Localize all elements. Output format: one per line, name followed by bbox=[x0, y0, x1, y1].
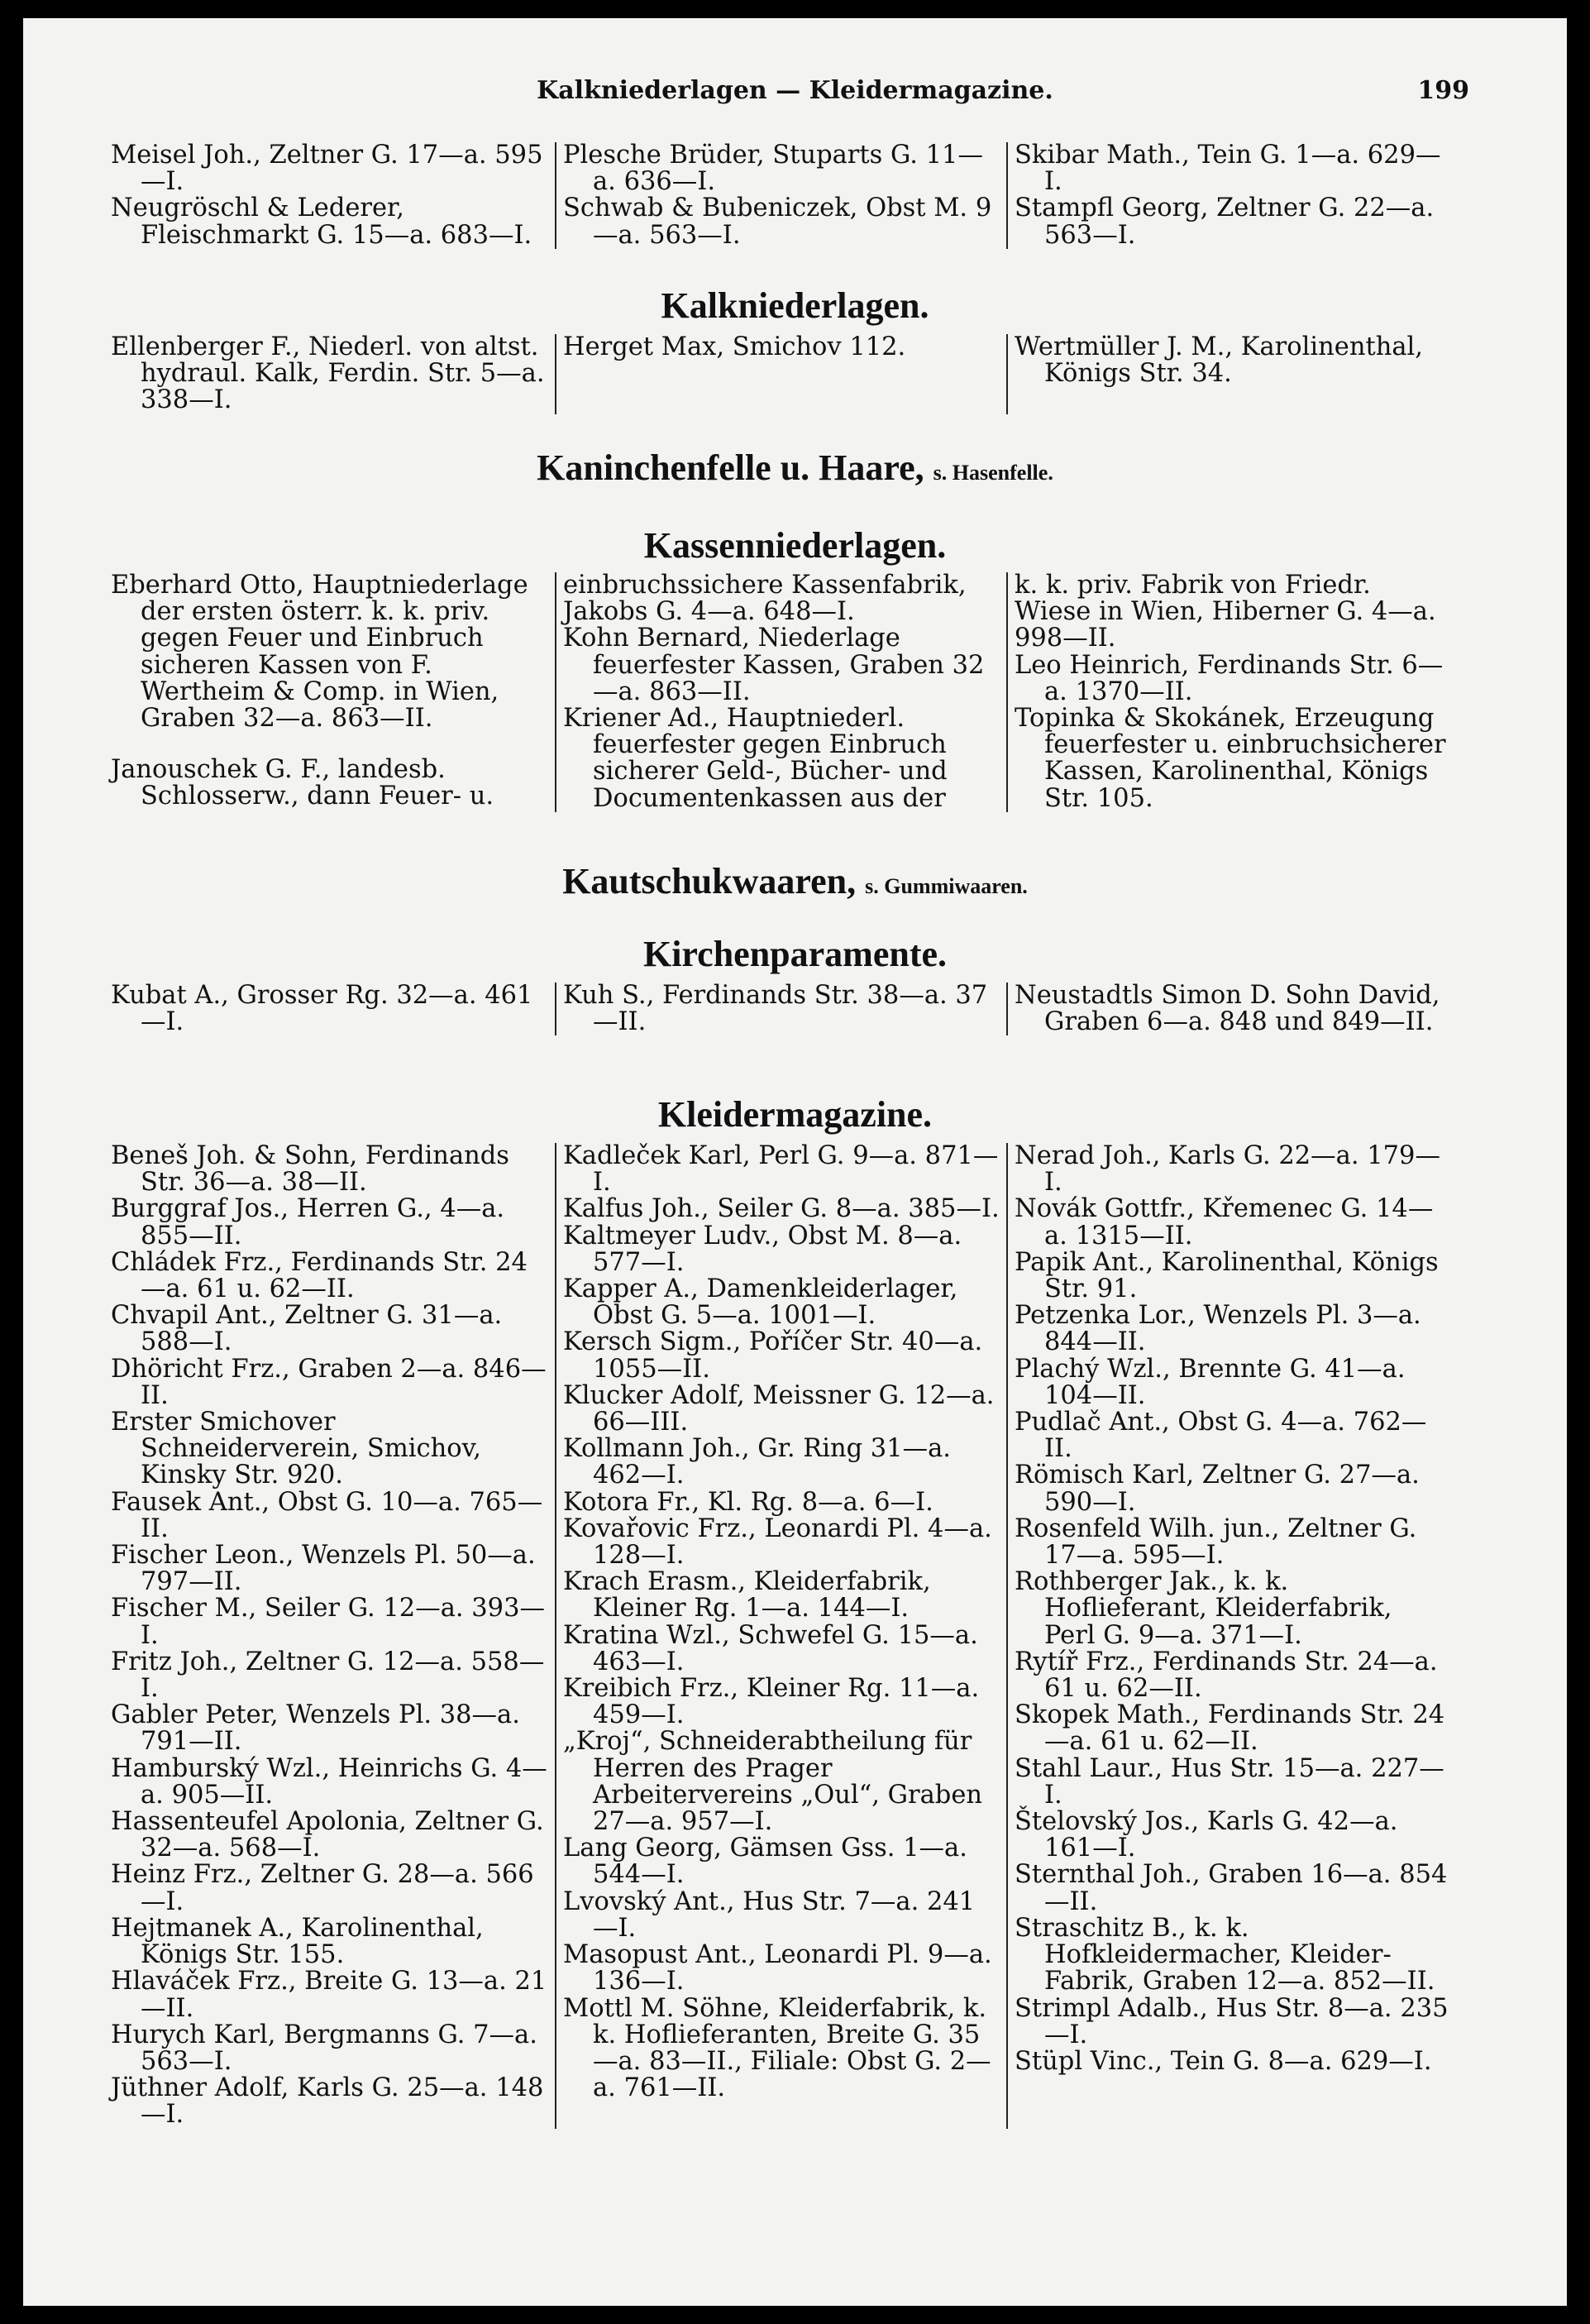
list-item: Eberhard Otto, Hauptniederlage der ersten österr. k. k. priv. gegen Feuer und Einbruch sicheren Kassen von F. Wertheim & Comp. in Wien, Graben 32—a. 863—II. bbox=[111, 571, 528, 734]
list-item: Stahl Laur., Hus Str. 15—a. 227—I. bbox=[1015, 1753, 1444, 1810]
list-item: Štelovský Jos., Karls G. 42—a. 161—I. bbox=[1015, 1807, 1398, 1863]
list-item: Kreibich Frz., Kleiner Rg. 11—a. 459—I. bbox=[563, 1674, 980, 1730]
column-1 bbox=[104, 572, 555, 812]
list-item: Plesche Brüder, Stuparts G. 11—a. 636—I. bbox=[563, 141, 983, 197]
column-3 bbox=[1006, 572, 1457, 812]
section-heading-kaninchenfelle: Kaninchenfelle u. Haare, s. Hasenfelle. bbox=[537, 447, 1053, 488]
list-item: Strimpl Adalb., Hus Str. 8—a. 235—I. bbox=[1015, 1993, 1449, 2049]
list-item: Hamburský Wzl., Heinrichs G. 4—a. 905—II. bbox=[111, 1753, 547, 1810]
list-item: Chládek Frz., Ferdinands Str. 24—a. 61 u. 62—II. bbox=[111, 1247, 528, 1304]
section-heading-kleidermagazine: Kleidermagazine. bbox=[657, 1094, 933, 1135]
list-item: Dhöricht Frz., Graben 2—a. 846—II. bbox=[111, 1354, 547, 1410]
section-kirchenparamente bbox=[104, 983, 1457, 1035]
list-item: Janouschek G. F., landesb. Schlosserw., dann Feuer- u. bbox=[111, 755, 494, 811]
list-item: Stampfl Georg, Zeltner G. 22—a. 563—I. bbox=[1015, 194, 1435, 250]
list-item: Plachý Wzl., Brennte G. 41—a. 104—II. bbox=[1015, 1354, 1406, 1410]
list-item: Hassenteufel Apolonia, Zeltner G. 32—a. 568—I. bbox=[111, 1807, 544, 1863]
cross-reference: s. Hasenfelle. bbox=[933, 461, 1053, 485]
directory-page bbox=[23, 18, 1567, 2306]
section-kalkniederlagen bbox=[104, 334, 1457, 414]
list-item: Topinka & Skokánek, Erzeugung feuerfester u. einbruchsicherer Kassen, Karolinenthal, Königs Str. 105. bbox=[1015, 704, 1446, 813]
running-header bbox=[23, 76, 1567, 106]
list-item: Krach Erasm., Kleiderfabrik, Kleiner Rg. 1—a. 144—I. bbox=[563, 1567, 931, 1623]
list-item: Neugröschl & Lederer, Fleischmarkt G. 15—a. 683—I. bbox=[111, 194, 532, 250]
list-item: Pudlač Ant., Obst G. 4—a. 762—II. bbox=[1015, 1408, 1427, 1464]
column-3 bbox=[1006, 142, 1457, 249]
list-item: Herget Max, Smichov 112. bbox=[563, 332, 906, 361]
list-item: Rothberger Jak., k. k. Hoflieferant, Kleiderfabrik, Perl G. 9—a. 371—I. bbox=[1015, 1567, 1392, 1650]
list-item: Kotora Fr., Kl. Rg. 8—a. 6—I. bbox=[563, 1487, 933, 1517]
list-item: Chvapil Ant., Zeltner G. 31—a. 588—I. bbox=[111, 1301, 503, 1357]
list-item: Kriener Ad., Hauptniederl. feuerfester gegen Einbruch sicherer Geld-, Bücher- und Documentenkassen aus der bbox=[563, 704, 948, 813]
list-item: Novák Gottfr., Křemenec G. 14—a. 1315—II. bbox=[1015, 1194, 1434, 1250]
list-item: Mottl M. Söhne, Kleiderfabrik, k. k. Hoflieferanten, Breite G. 35—a. 83—II., Filiale: Obst G. 2—a. 761—II. bbox=[563, 1993, 991, 2103]
list-item: Kollmann Joh., Gr. Ring 31—a. 462—I. bbox=[563, 1434, 951, 1490]
list-item: Stüpl Vinc., Tein G. 8—a. 629—I. bbox=[1015, 2046, 1432, 2076]
list-item: Kratina Wzl., Schwefel G. 15—a. 463—I. bbox=[563, 1620, 978, 1676]
section-heading-kautschukwaaren: Kautschukwaaren, s. Gummiwaaren. bbox=[562, 861, 1028, 901]
list-item: „Kroj“, Schneiderabtheilung für Herren des Prager Arbeitervereins „Oul“, Graben 27—a. 957—I. bbox=[563, 1727, 983, 1837]
list-item: Kuh S., Ferdinands Str. 38—a. 37—II. bbox=[563, 981, 988, 1037]
list-item: Ellenberger F., Niederl. von altst. hydraul. Kalk, Ferdin. Str. 5—a. 338—I. bbox=[111, 332, 545, 415]
list-item: Beneš Joh. & Sohn, Ferdinands Str. 36—a. 38—II. bbox=[111, 1141, 509, 1198]
column-3 bbox=[1006, 983, 1457, 1035]
section-kassenniederlagen bbox=[104, 572, 1457, 812]
list-item: Masopust Ant., Leonardi Pl. 9—a. 136—I. bbox=[563, 1940, 992, 1996]
column-1 bbox=[104, 983, 555, 1035]
list-item: Jüthner Adolf, Karls G. 25—a. 148—I. bbox=[111, 2073, 544, 2130]
list-item: Nerad Joh., Karls G. 22—a. 179—I. bbox=[1015, 1141, 1440, 1198]
list-item: Kaltmeyer Ludv., Obst M. 8—a. 577—I. bbox=[563, 1221, 962, 1277]
list-item: Hurych Karl, Bergmanns G. 7—a. 563—I. bbox=[111, 2020, 537, 2076]
column-1 bbox=[104, 1143, 555, 2129]
list-item: Skopek Math., Ferdinands Str. 24—a. 61 u. 62—II. bbox=[1015, 1700, 1445, 1757]
page-number: 199 bbox=[1417, 76, 1469, 105]
list-item: Erster Smichover Schneiderverein, Smichov, Kinsky Str. 920. bbox=[111, 1408, 481, 1490]
list-item: Leo Heinrich, Ferdinands Str. 6—a. 1370—II. bbox=[1015, 650, 1444, 706]
list-item: Burggraf Jos., Herren G., 4—a. 855—II. bbox=[111, 1194, 505, 1250]
list-item: Wertmüller J. M., Karolinenthal, Königs Str. 34. bbox=[1015, 332, 1424, 389]
column-2 bbox=[555, 1143, 1006, 2129]
column-2 bbox=[555, 983, 1006, 1035]
column-2 bbox=[555, 334, 1006, 414]
list-item: Kovařovic Frz., Leonardi Pl. 4—a. 128—I. bbox=[563, 1513, 992, 1571]
list-item: Kadleček Karl, Perl G. 9—a. 871—I. bbox=[563, 1141, 999, 1198]
column-3 bbox=[1006, 1143, 1457, 2129]
list-item: Straschitz B., k. k. Hofkleidermacher, Kleider-Fabrik, Graben 12—a. 852—II. bbox=[1015, 1913, 1435, 1996]
list-item: Rosenfeld Wilh. jun., Zeltner G. 17—a. 595—I. bbox=[1015, 1513, 1417, 1571]
list-item: Kapper A., Damenkleiderlager, Obst G. 5—a. 1001—I. bbox=[563, 1274, 958, 1331]
running-title: Kalkniederlagen — Kleidermagazine. bbox=[537, 76, 1053, 105]
list-item: Römisch Karl, Zeltner G. 27—a. 590—I. bbox=[1015, 1461, 1420, 1517]
list-item: Fritz Joh., Zeltner G. 12—a. 558—I. bbox=[111, 1647, 545, 1704]
column-1 bbox=[104, 142, 555, 249]
list-item: Fischer M., Seiler G. 12—a. 393—I. bbox=[111, 1594, 545, 1650]
list-item: Fausek Ant., Obst G. 10—a. 765—II. bbox=[111, 1487, 543, 1543]
section-kleidermagazine bbox=[104, 1143, 1457, 2129]
column-3 bbox=[1006, 334, 1457, 414]
list-item: Hejtmanek A., Karolinenthal, Königs Str. 155. bbox=[111, 1913, 484, 1970]
list-item: k. k. priv. Fabrik von Friedr. Wiese in Wien, Hiberner G. 4—a. 998—II. bbox=[1015, 571, 1436, 653]
section-heading-kalkniederlagen: Kalkniederlagen. bbox=[661, 285, 929, 326]
list-item: Fischer Leon., Wenzels Pl. 50—a. 797—II. bbox=[111, 1541, 536, 1597]
section-heading-kassenniederlagen: Kassenniederlagen. bbox=[643, 525, 947, 566]
list-item: Lvovský Ant., Hus Str. 7—a. 241—I. bbox=[563, 1886, 976, 1943]
column-2 bbox=[555, 142, 1006, 249]
list-item: Skibar Math., Tein G. 1—a. 629—I. bbox=[1015, 141, 1441, 197]
list-item: Papik Ant., Karolinenthal, Königs Str. 91. bbox=[1015, 1247, 1439, 1304]
continued-entries bbox=[104, 142, 1457, 249]
list-item: Klucker Adolf, Meissner G. 12—a. 66—III. bbox=[563, 1380, 995, 1437]
list-item: Meisel Joh., Zeltner G. 17—a. 595—I. bbox=[111, 141, 543, 197]
list-item: einbruchssichere Kassenfabrik, Jakobs G. 4—a. 648—I. bbox=[563, 571, 967, 627]
column-1 bbox=[104, 334, 555, 414]
list-item: Petzenka Lor., Wenzels Pl. 3—a. 844—II. bbox=[1015, 1301, 1421, 1357]
list-item: Kubat A., Grosser Rg. 32—a. 461—I. bbox=[111, 981, 533, 1037]
section-heading-kirchenparamente: Kirchenparamente. bbox=[642, 934, 948, 974]
cross-reference: s. Gummiwaaren. bbox=[865, 874, 1028, 898]
list-item: Sternthal Joh., Graben 16—a. 854—II. bbox=[1015, 1860, 1448, 1916]
list-item: Lang Georg, Gämsen Gss. 1—a. 544—I. bbox=[563, 1834, 967, 1890]
list-item: Kalfus Joh., Seiler G. 8—a. 385—I. bbox=[563, 1194, 1000, 1224]
list-item: Gabler Peter, Wenzels Pl. 38—a. 791—II. bbox=[111, 1700, 520, 1757]
list-item: Kohn Bernard, Niederlage feuerfester Kassen, Graben 32—a. 863—II. bbox=[563, 624, 985, 706]
list-item: Schwab & Bubeniczek, Obst M. 9—a. 563—I. bbox=[563, 194, 992, 250]
column-2 bbox=[555, 572, 1006, 812]
list-item: Neustadtls Simon D. Sohn David, Graben 6—a. 848 und 849—II. bbox=[1015, 981, 1440, 1037]
list-item: Hlaváček Frz., Breite G. 13—a. 21—II. bbox=[111, 1967, 547, 2023]
list-item: Rytíř Frz., Ferdinands Str. 24—a. 61 u. 62—II. bbox=[1015, 1647, 1438, 1704]
list-item: Kersch Sigm., Poříčer Str. 40—a. 1055—II. bbox=[563, 1327, 983, 1384]
list-item: Heinz Frz., Zeltner G. 28—a. 566—I. bbox=[111, 1860, 534, 1916]
